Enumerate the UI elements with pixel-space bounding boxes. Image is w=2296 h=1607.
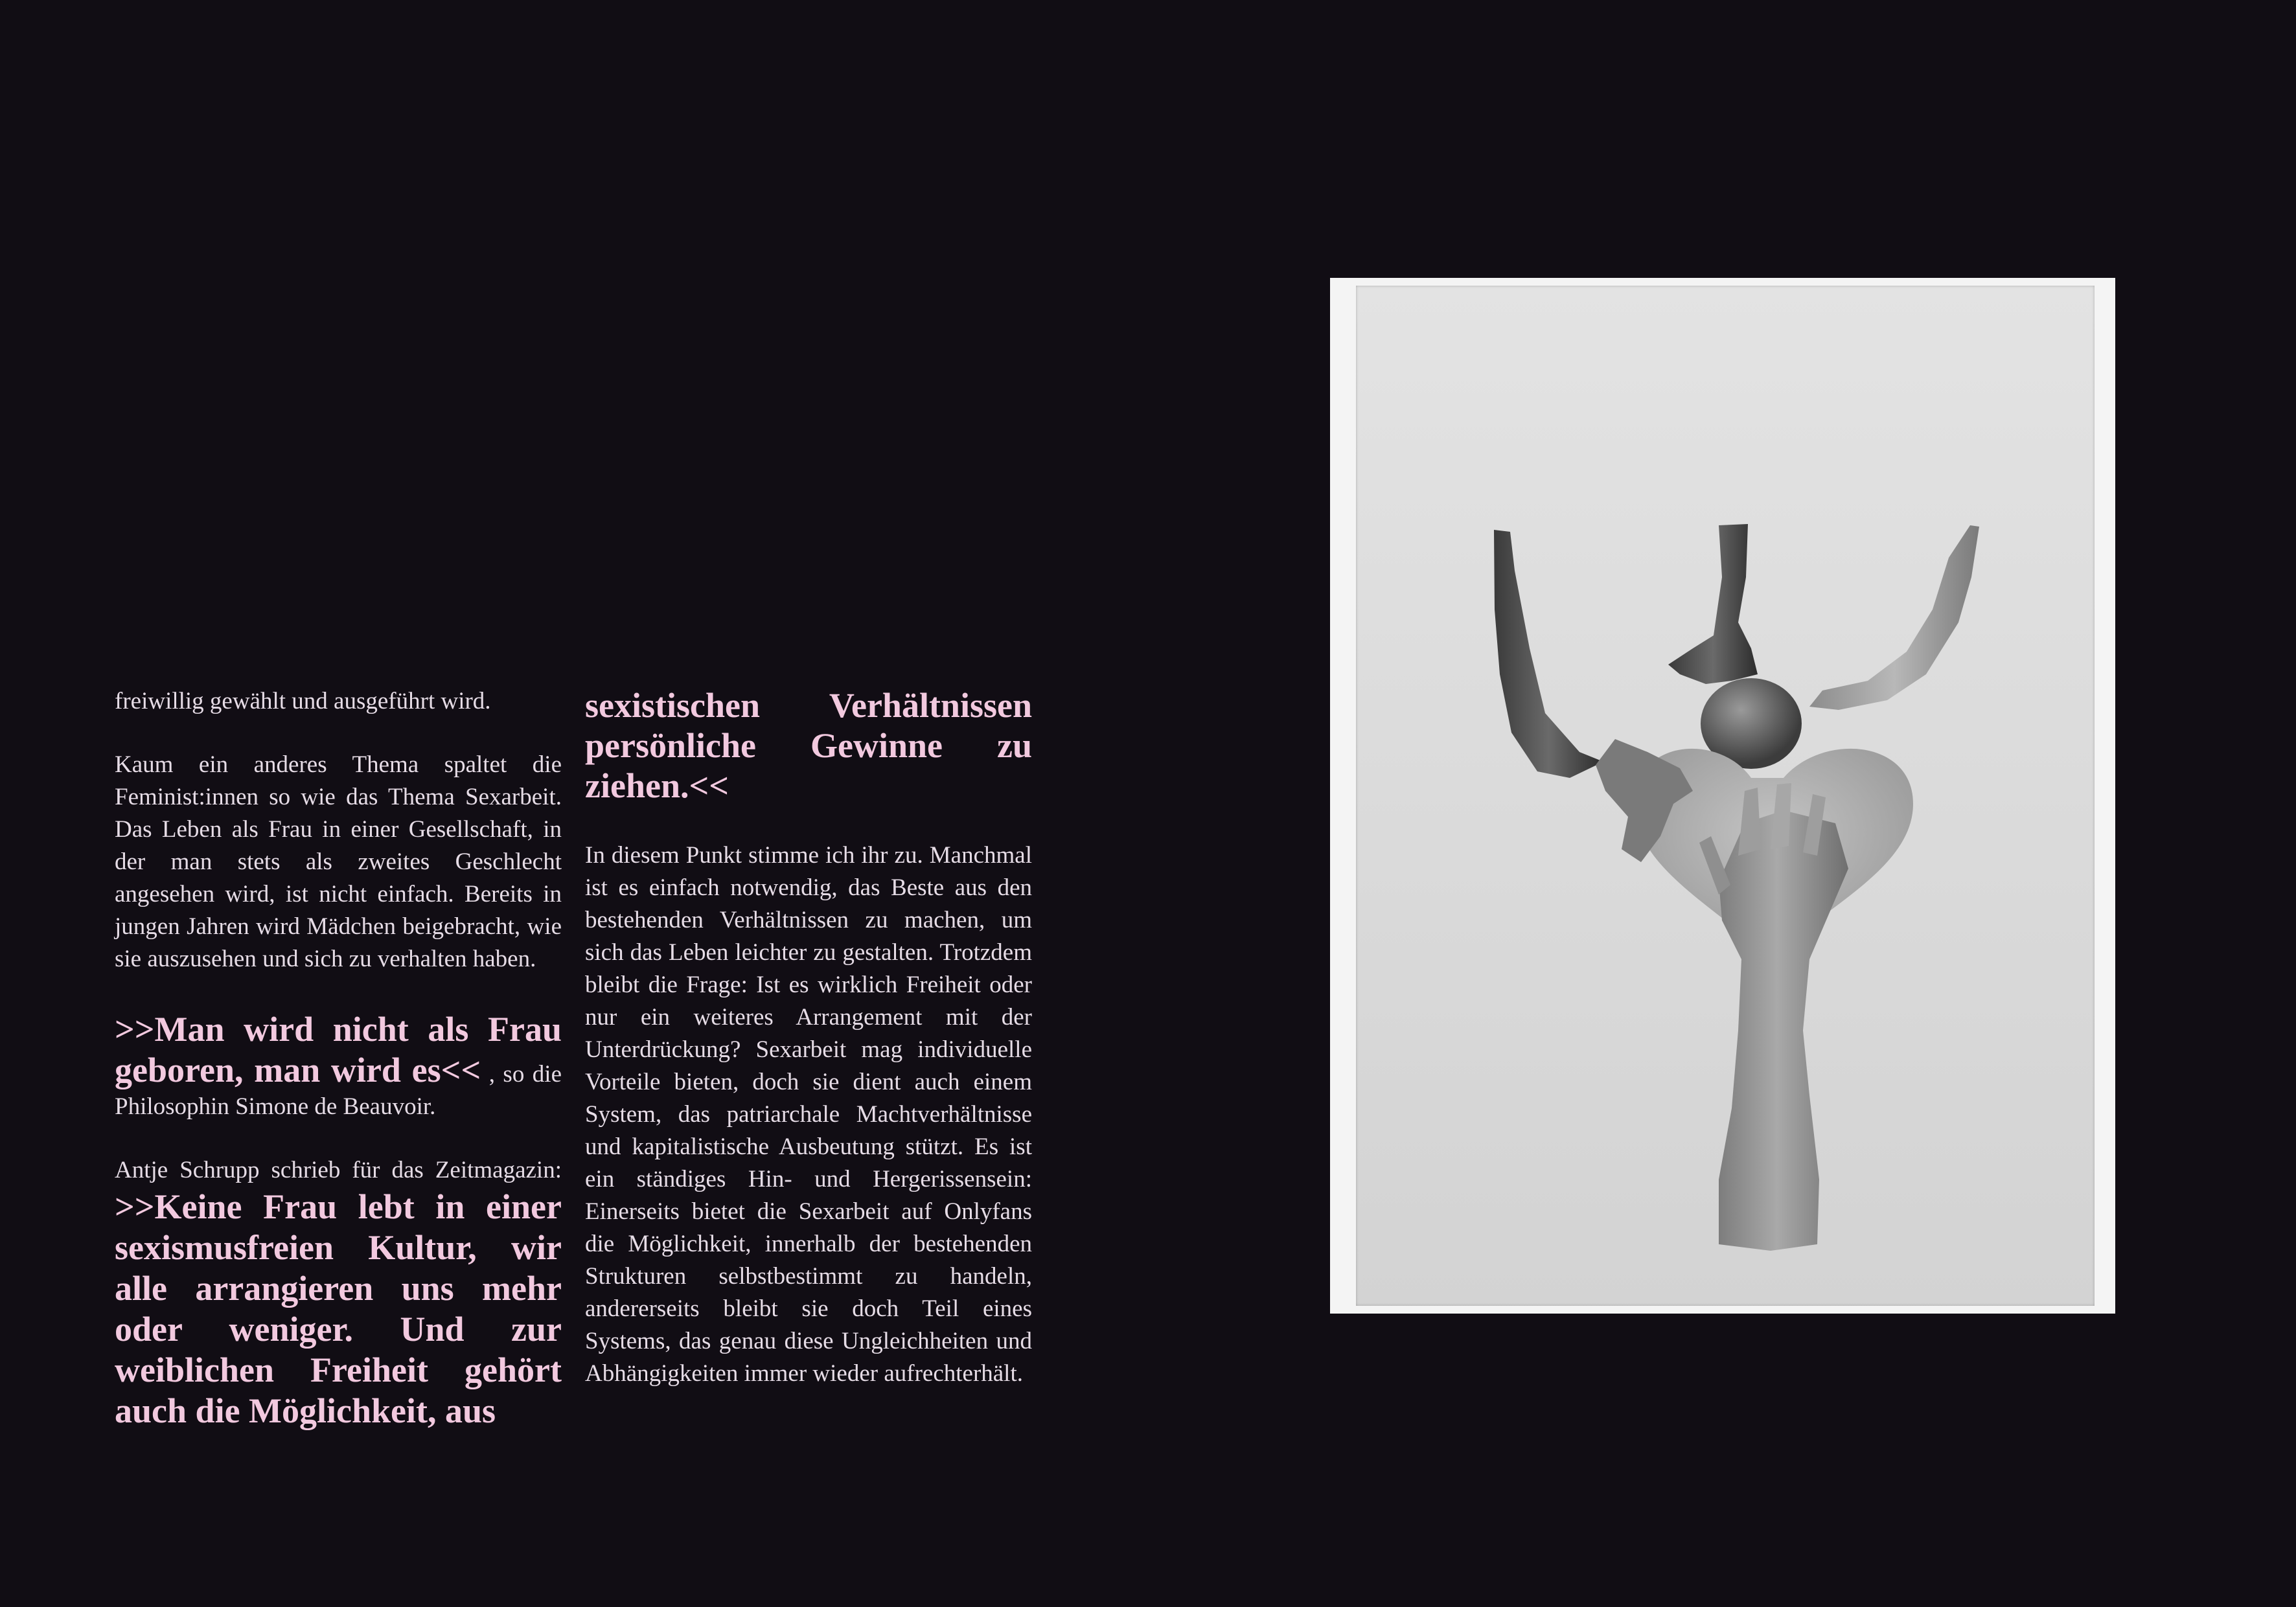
paragraph-reflection: In diesem Punkt stimme ich ihr zu. Manchmal ist es einfach notwendig, das Beste aus den bestehenden Verhältnissen zu machen, um sich das Leben leichter zu gestalten. Trotzdem bleibt die Frage: Ist es wirklich Freiheit oder nur ein weiteres Arrangement mit der Unterdrückung? Sexarbeit mag individuelle Vorteile bieten, doch sie dient auch einem System, das patriarchale Machtverhältnisse und kapitalistische Ausbeutung stützt. Es ist ein ständiges Hin- und Hergerissensein: Einerseits bietet die Sexarbeit auf Onlyfans die Möglichkeit, innerhalb der bestehenden Strukturen selbstbestimmt zu handeln, andererseits bleibt sie doch Teil eines Systems, das genau diese Ungleichheiten und Abhängigkeiten immer wieder aufrechterhält. <box>585 842 1032 1387</box>
collage-hands-heart-image <box>1356 286 2095 1306</box>
collage-illustration <box>1356 286 2095 1306</box>
schrupp-intro: Antje Schrupp schrieb für das Zeitmagazin: <box>115 1157 562 1183</box>
schrupp-quote-continuation: sexistischen Verhältnissen persönliche Gewinne zu ziehen.<< <box>585 686 1032 805</box>
beauvoir-quote: >>Man wird nicht als Frau geboren, man wird es<< <box>115 1010 562 1089</box>
schrupp-quote-paragraph <box>115 1154 562 1431</box>
schrupp-quote: >>Keine Frau lebt in einer sexismusfreien Kultur, wir alle arrangieren uns mehr oder weniger. Und zur weiblichen Freiheit gehört auch die Möglichkeit, aus <box>115 1187 562 1430</box>
text-column-left <box>115 685 562 1431</box>
text-column-middle <box>585 685 1032 1390</box>
paragraph-sexarbeit-intro: Kaum ein anderes Thema spaltet die Feminist:innen so wie das Thema Sexarbeit. Das Leben als Frau in einer Gesellschaft, in der man stets als zweites Geschlecht angesehen wird, ist nicht einfach. Bereits in jungen Jahren wird Mädchen beigebracht, wie sie auszusehen und sich zu verhalten haben. <box>115 751 562 972</box>
beauvoir-attribution: , so die Philosophin Simone de Beauvoir. <box>115 1061 562 1120</box>
beauvoir-quote-paragraph <box>115 1009 562 1123</box>
paragraph-continuation: freiwillig gewählt und ausgeführt wird. <box>115 688 491 714</box>
collage-photo-frame <box>1330 278 2115 1314</box>
